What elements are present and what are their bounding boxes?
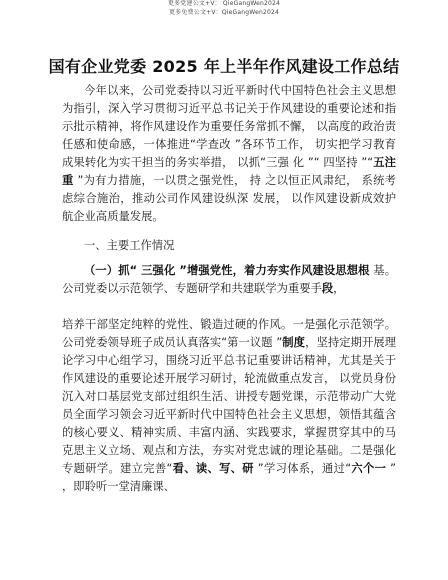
watermark-line-2: 更多免费公文+V：QieGangWen2024 (168, 9, 280, 16)
section-heading-1: 一、主要工作情况 (84, 239, 175, 252)
subsection-1-bold-title: （一）抓“ 三强化 ”增强党性，着力夯实作风建设思想根 (84, 264, 370, 277)
subsection-1-comma: ， (333, 282, 345, 295)
body-bold-liugeyi: 六个一 (351, 462, 387, 475)
intro-bold-wuzhuzhong: 五注重 (62, 156, 396, 187)
body-text-4: ” ，即聆听一堂清廉课、 (62, 462, 396, 493)
body-bold-zhidu: 制度 (282, 336, 306, 349)
intro-paragraph (62, 82, 396, 226)
document-title: 国有企业党委 2025 年上半年作风建设工作总结 (48, 57, 400, 76)
body-text-1: 培养干部坚定纯粹的党性、锻造过硬的作风。一是强化示范领学。公司党委领导班子成员认真落实“第一议题 ” (62, 318, 396, 349)
watermark-line-1: 更多党建公文+V： QieGangWen2024 (167, 0, 281, 7)
body-bold-kan-du-xie-yan: 看、读、写、研 (172, 462, 254, 475)
subsection-1-text: 基。公司党委以示范领学、专题研学和共建联学为重要手 (62, 264, 396, 295)
intro-text-1: 今年以来，公司党委持以习近平新时代中国特色社会主义思想为指引，深入学习贯彻习近平总书记关于作风建设的重要论述和指示批示精神，将作风建设作为重要任务常抓不懈， 以高度的政治责任感和使命感，一体推进“学查改 ”各环节工作， 切实把学习教育成果转化为实干担当的务实举措， 以抓“三强 化 ”“ 四坚持 ”“ (62, 84, 396, 169)
body-paragraph (62, 316, 396, 496)
subsection-1-bold-duan: 段 (321, 282, 334, 295)
body-text-2: ，坚持定期开展理论学习中心组学习，围绕习近平总书记重要讲话精神，尤其是关于作风建设的重要论述开展学习研讨，轮流做重点发言， 以党员身份沉入对口基层党支部过组织生活、讲授专题党课，示范带动广大党员全面学习领会习近平新时代中国特色社会主义思想，领悟其蕴含的核心要义、精神实质、丰富内涵、实践要求，掌握贯穿其中的马克思主义立场、观点和方法，夯实对党忠诚的理论基础。二是强化专题研学。建立完善“ (62, 336, 396, 475)
intro-text-2: ”为有力措施，一以贯之强党性， 持 之以恒正风肃纪， 系统考虑综合施治，推动公司作风建设纵深 发展， 以作风建设新成效护航企业高质量发展。 (62, 174, 396, 223)
body-text-3: ”学习体系，通过“ (253, 462, 352, 475)
subsection-1-lead (62, 262, 396, 298)
